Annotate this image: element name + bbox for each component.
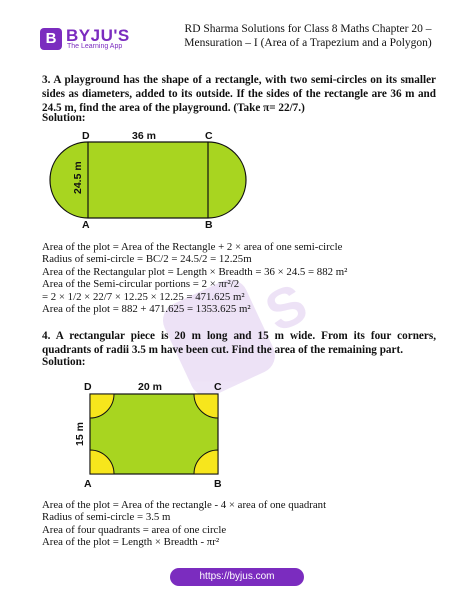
q3-playground-figure	[48, 128, 258, 228]
q4-top-length-label: 20 m	[138, 381, 162, 393]
header-line-2: Mensuration – I (Area of a Trapezium and a Polygon)	[184, 37, 432, 49]
q4-solution-steps	[42, 499, 326, 549]
q4-step-1: Area of the plot = Area of the rectangle - 4 × area of one quadrant	[42, 499, 327, 511]
q3-step-5: = 2 × 1/2 × 22/7 × 12.25 × 12.25 = 471.625 m²	[42, 290, 245, 303]
q3-top-length-label: 36 m	[132, 130, 156, 142]
q3-step-2: Radius of semi-circle = BC/2 = 24.5/2 = 12.25m	[42, 253, 252, 266]
q4-step-4: Area of the plot = Length × Breadth - πr²	[42, 536, 220, 549]
q3-solution-steps	[42, 241, 347, 315]
q3-corner-d: D	[82, 130, 90, 142]
q3-solution-label: Solution:	[42, 112, 86, 124]
q3-corner-b: B	[205, 219, 213, 228]
footer-url-link[interactable]: https://byjus.com	[170, 568, 304, 586]
q3-corner-c: C	[205, 130, 213, 142]
q3-step-4: Area of the Semi-circular portions = 2 × πr²/2	[42, 278, 240, 291]
q4-step-3: Area of four quadrants = area of one circle	[42, 523, 227, 536]
q3-step-1: Area of the plot = Area of the Rectangle + 2 × area of one semi-circle	[42, 241, 343, 253]
q4-corner-b: B	[214, 478, 222, 490]
brand-logo	[40, 26, 130, 52]
q4-corner-d: D	[84, 381, 92, 393]
q4-corner-a: A	[84, 478, 92, 490]
question-4-text: 4. A rectangular piece is 20 m long and 15 m wide. From its four corners, quadrants of radii 3.5 m have been cut. Find the area of the remaining part.	[42, 330, 436, 356]
q4-corner-c: C	[214, 381, 222, 393]
question-3-text: 3. A playground has the shape of a rectangle, with two semi-circles on its smaller sides as diameters, added to its outside. If the sides of the rectangle are 36 m and 24.5 m, find the area of the playground. (Take π= 22/7.)	[42, 74, 436, 114]
svg-text:S: S	[255, 270, 317, 344]
q3-step-6: Area of the plot = 882 + 471.625 = 1353.625 m²	[42, 303, 251, 316]
q3-side-length-label: 24.5 m	[72, 161, 84, 194]
logo-name: BYJU'S	[66, 26, 130, 45]
q4-solution-label: Solution:	[42, 356, 86, 368]
q3-corner-a: A	[82, 219, 90, 228]
q4-rectangle-figure	[70, 378, 230, 490]
header-line-1: RD Sharma Solutions for Class 8 Maths Chapter 20 –	[184, 23, 432, 35]
logo-mark: B	[40, 28, 62, 50]
q3-step-3: Area of the Rectangular plot = Length × Breadth = 36 × 24.5 = 882 m²	[42, 265, 348, 278]
q4-step-2: Radius of semi-circle = 3.5 m	[42, 511, 171, 524]
q4-side-length-label: 15 m	[74, 422, 86, 446]
logo-tagline: The Learning App	[67, 43, 123, 50]
page-header	[178, 22, 438, 50]
